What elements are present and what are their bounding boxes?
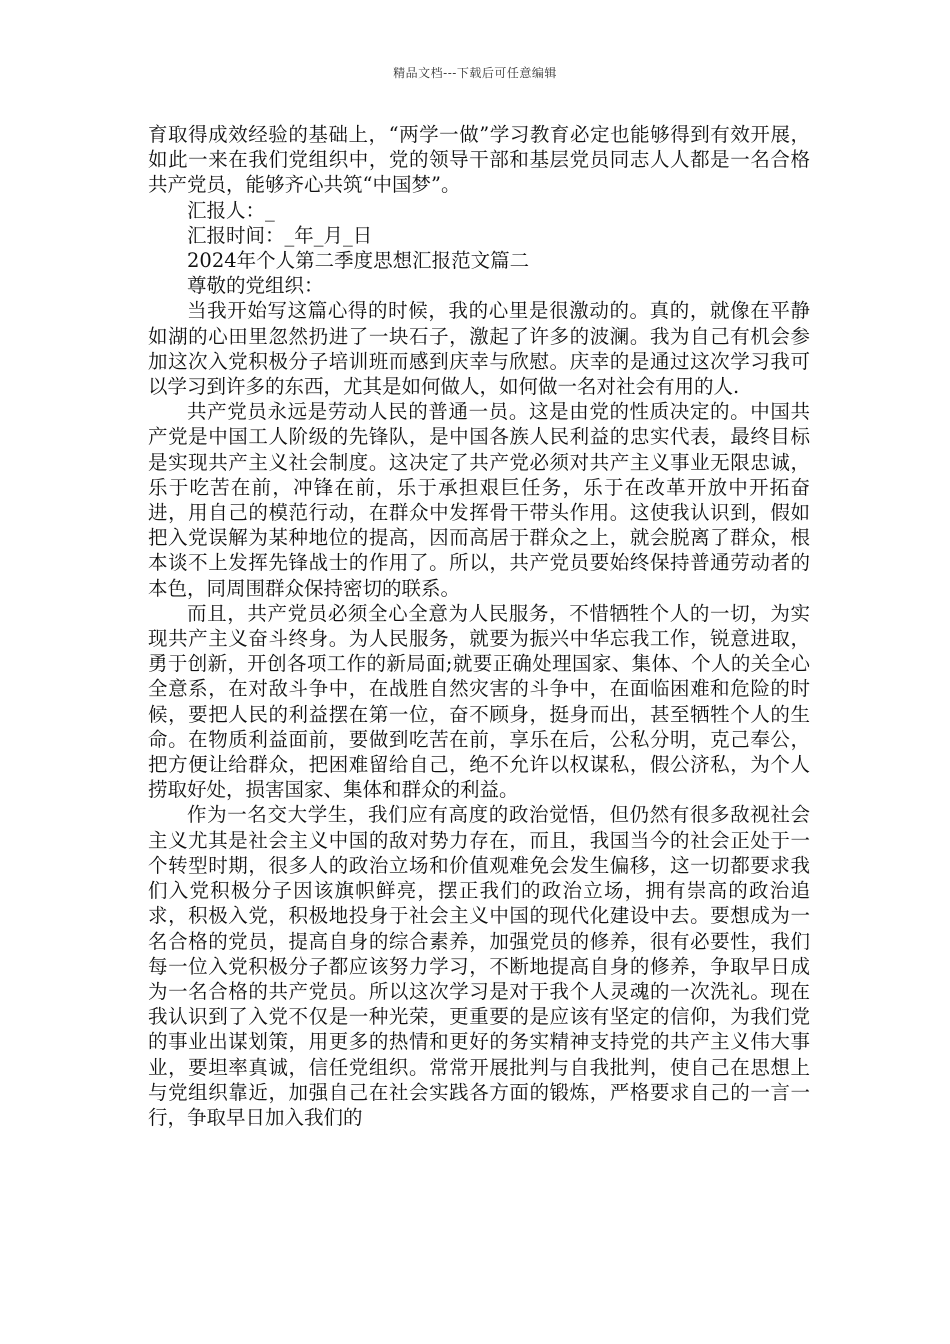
reporter-line: 汇报人：_ <box>187 198 275 222</box>
paragraph-body: 共产党员永远是劳动人民的普通一员。这是由党的性质决定的。中国共产党是中国工人阶级的先锋队，是中国各族人民利益的忠实代表，最终目标是实现共产主义社会制度。这决定了共产党必须对共产主义事业无限忠诚，乐于吃苦在前，冲锋在前，乐于承担艰巨任务，乐于在改革开放中开拓奋进，用自己的模范行动，在群众中发挥骨干带头作用。这使我认识到，假如把入党误解为某种地位的提高，因而高居于群众之上，就会脱离了群众，根本谈不上发挥先锋战士的作用了。所以，共产党员要始终保持普通劳动者的本色，同周围群众保持密切的联系。 <box>148 400 810 600</box>
document-body <box>148 122 810 1130</box>
report-date-line: 汇报时间：_年_月_日 <box>187 223 373 247</box>
paragraph-body: 而且，共产党员必须全心全意为人民服务，不惜牺牲个人的一切，为实现共产主义奋斗终身。为人民服务，就要为振兴中华忘我工作，锐意进取，勇于创新，开创各项工作的新局面;就要正确处理国家、集体、个人的关全心全意系，在对敌斗争中，在战胜自然灾害的斗争中，在面临困难和危险的时候，要把人民的利益摆在第一位，奋不顾身，挺身而出，甚至牺牲个人的生命。在物质利益面前，要做到吃苦在前，享乐在后，公私分明，克己奉公，把方便让给群众，把困难留给自己，绝不允许以权谋私，假公济私，为个人捞取好处，损害国家、集体和群众的利益。 <box>148 601 810 802</box>
page-header: 精品文档---下载后可任意编辑 <box>393 66 557 80</box>
paragraph-body: 作为一名交大学生，我们应有高度的政治觉悟，但仍然有很多敌视社会主义尤其是社会主义中国的敌对势力存在，而且，我国当今的社会正处于一个转型时期，很多人的政治立场和价值观难免会发生偏移，这一切都要求我们入党积极分子因该旗帜鲜亮，摆正我们的政治立场，拥有崇高的政治追求，积极入党，积极地投身于社会主义中国的现代化建设中去。要想成为一名合格的党员，提高自身的综合素养，加强党员的修养，很有必要性，我们每一位入党积极分子都应该努力学习，不断地提高自身的修养，争取早日成为一名合格的共产党员。所以这次学习是对于我个人灵魂的一次洗礼。现在我认识到了入党不仅是一种光荣，更重要的是应该有坚定的信仰，为我们党的事业出谋划策，用更多的热情和更好的务实精神支持党的共产主义伟大事业，要坦率真诚，信任党组织。常常开展批判与自我批判，使自己在思想上与党组织靠近，加强自己在社会实践各方面的锻炼，严格要求自己的一言一行，争取早日加入我们的 <box>148 803 810 1129</box>
paragraph-continuation: 育取得成效经验的基础上，“两学一做”学习教育必定也能够得到有效开展，如此一来在我们党组织中，党的领导干部和基层党员同志人人都是一名合格共产党员，能够齐心共筑“中国梦”。 <box>148 123 810 197</box>
salutation: 尊敬的党组织： <box>187 274 324 298</box>
section-title: 2024年个人第二季度思想汇报范文篇二 <box>187 249 530 273</box>
paragraph-body: 当我开始写这篇心得的时候，我的心里是很激动的。真的，就像在平静如湖的心田里忽然扔进了一块石子，激起了许多的波澜。我为自己有机会参加这次入党积极分子培训班而感到庆幸与欣慰。庆幸的是通过这次学习我可以学习到许多的东西，尤其是如何做人，如何做一名对社会有用的人. <box>148 299 810 399</box>
